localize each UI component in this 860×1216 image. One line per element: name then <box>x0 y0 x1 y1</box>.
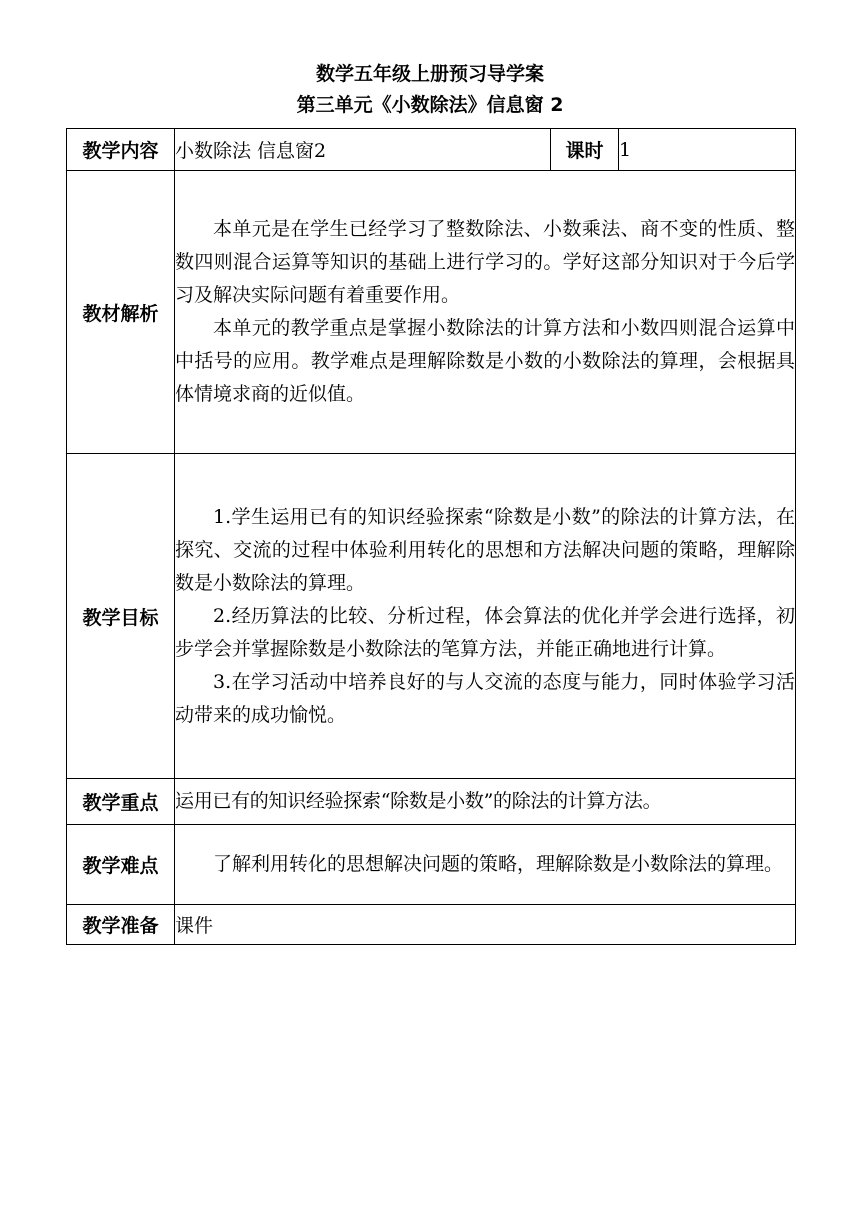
row-analysis <box>67 171 796 454</box>
analysis-content <box>175 171 796 454</box>
lesson-plan-table <box>66 128 796 945</box>
analysis-paragraph: 本单元的教学重点是掌握小数除法的计算方法和小数四则混合运算中中括号的应用。教学难点是理解除数是小数的小数除法的算理，会根据具体情境求商的近似值。 <box>175 317 795 405</box>
goal-item: 2.经历算法的比较、分析过程，体会算法的优化并学会进行选择，初步学会并掌握除数是小数除法的笔算方法，并能正确地进行计算。 <box>175 604 795 660</box>
lesson-value: 1 <box>619 129 796 171</box>
difficulty-label: 教学难点 <box>67 825 175 905</box>
goal-item: 3.在学习活动中培养良好的与人交流的态度与能力，同时体验学习活动带来的成功愉悦。 <box>175 670 795 726</box>
goals-label: 教学目标 <box>67 454 175 779</box>
preparation-value: 课件 <box>175 905 796 945</box>
document-subtitle: 第三单元《小数除法》信息窗 2 <box>296 94 564 116</box>
difficulty-content <box>175 825 796 905</box>
row-preparation <box>67 905 796 945</box>
row-difficulty <box>67 825 796 905</box>
key-point-label: 教学重点 <box>67 779 175 825</box>
difficulty-text: 了解利用转化的思想解决问题的策略，理解除数是小数除法的算理。 <box>213 853 784 875</box>
content-label: 教学内容 <box>67 129 175 171</box>
key-point-text: 运用已有的知识经验探索“除数是小数”的除法的计算方法。 <box>175 790 662 812</box>
key-point-content <box>175 779 796 825</box>
goals-content <box>175 454 796 779</box>
row-key-point <box>67 779 796 825</box>
row-content <box>67 129 796 171</box>
lesson-label: 课时 <box>551 129 619 171</box>
preparation-label: 教学准备 <box>67 905 175 945</box>
content-value: 小数除法 信息窗2 <box>175 129 551 171</box>
row-goals <box>67 454 796 779</box>
analysis-paragraph: 本单元是在学生已经学习了整数除法、小数乘法、商不变的性质、整数四则混合运算等知识的基础上进行学习的。学好这部分知识对于今后学习及解决实际问题有着重要作用。 <box>175 218 795 306</box>
analysis-label: 教材解析 <box>67 171 175 454</box>
goal-item: 1.学生运用已有的知识经验探索“除数是小数”的除法的计算方法，在探究、交流的过程中体验利用转化的思想和方法解决问题的策略，理解除数是小数除法的算理。 <box>175 505 795 594</box>
document-title: 数学五年级上册预习导学案 <box>315 63 544 85</box>
